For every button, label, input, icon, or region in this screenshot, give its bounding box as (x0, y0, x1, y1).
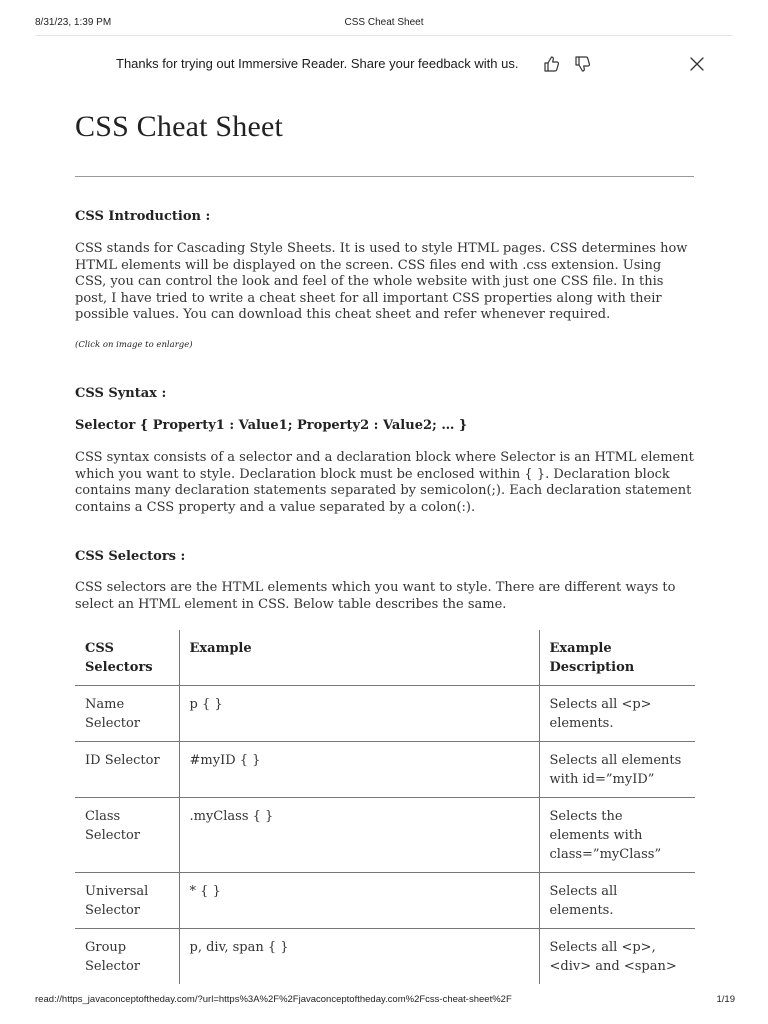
table-cell: * { } (179, 873, 539, 929)
table-cell: Name Selector (75, 686, 179, 742)
table-cell: p { } (179, 686, 539, 742)
table-cell: ID Selector (75, 742, 179, 798)
footer-page-number: 1/19 (716, 994, 735, 1005)
table-header-row (75, 630, 695, 686)
table-row (75, 686, 695, 742)
thumbs-up-icon[interactable] (542, 54, 562, 74)
table-cell: Universal Selector (75, 873, 179, 929)
footer-url: read://https_javaconceptoftheday.com/?url=https%3A%2F%2Fjavaconceptoftheday.com%2Fcss-cheat-sheet%2F (35, 994, 512, 1005)
table-cell: Class Selector (75, 798, 179, 873)
table-cell: Selects all <p>, <div> and <span> (549, 940, 677, 974)
table-cell: Group Selector (75, 929, 179, 985)
table-cell: p, div, span { } (179, 929, 539, 985)
image-note[interactable]: (Click on image to enlarge) (75, 340, 193, 350)
table-header-cell: Example Description (549, 641, 635, 675)
syntax-paragraph: CSS syntax consists of a selector and a declaration block where Selector is an HTML element which you want to style. Declaration block must be enclosed within { }. Declaration block contains many declaration statements separated by semicolon(;). Each declaration statement contains a CSS property and a value separated by a colon(:). (75, 450, 694, 515)
table-cell: Selects all <p> elements. (549, 697, 652, 731)
article-content (75, 110, 695, 612)
close-icon[interactable] (687, 54, 707, 74)
table-cell: Selects the elements with class=”myClass” (549, 809, 662, 862)
table-header-cell: CSS Selectors (75, 630, 179, 686)
intro-heading: CSS Introduction : (75, 209, 211, 224)
feedback-message: Thanks for trying out Immersive Reader. Share your feedback with us. (116, 56, 519, 71)
table-cell: Selects all elements. (549, 884, 618, 918)
thumbs-down-icon[interactable] (573, 54, 593, 74)
print-header (0, 0, 768, 36)
feedback-bar (0, 50, 768, 76)
syntax-heading: CSS Syntax : (75, 386, 167, 401)
selectors-paragraph: CSS selectors are the HTML elements which you want to style. There are different ways to select an HTML element in CSS. Below table describes the same. (75, 580, 676, 612)
table-cell: #myID { } (179, 742, 539, 798)
table-row (75, 798, 695, 873)
print-datetime: 8/31/23, 1:39 PM (35, 17, 112, 28)
selectors-table (75, 630, 695, 984)
intro-paragraph: CSS stands for Cascading Style Sheets. It is used to style HTML pages. CSS determines how HTML elements will be displayed on the screen. CSS files end with .css extension. Using CSS, you can control the look and feel of the whole website with just one CSS file. In this post, I have tried to write a cheat sheet for all important CSS properties along with their possible values. You can download this cheat sheet and refer whenever required. (75, 241, 688, 323)
table-row (75, 742, 695, 798)
table-row (75, 929, 695, 985)
page-title: CSS Cheat Sheet (75, 110, 284, 143)
table-row (75, 873, 695, 929)
table-header-cell: Example (179, 630, 539, 686)
table-cell: Selects all elements with id=”myID” (549, 753, 682, 787)
print-footer (0, 994, 768, 1008)
selectors-heading: CSS Selectors : (75, 549, 186, 564)
title-divider (75, 176, 694, 177)
syntax-rule: Selector { Property1 : Value1; Property2 : Value2; … } (75, 418, 468, 433)
table-cell: .myClass { } (179, 798, 539, 873)
print-title: CSS Cheat Sheet (344, 17, 424, 28)
header-divider (35, 35, 733, 36)
